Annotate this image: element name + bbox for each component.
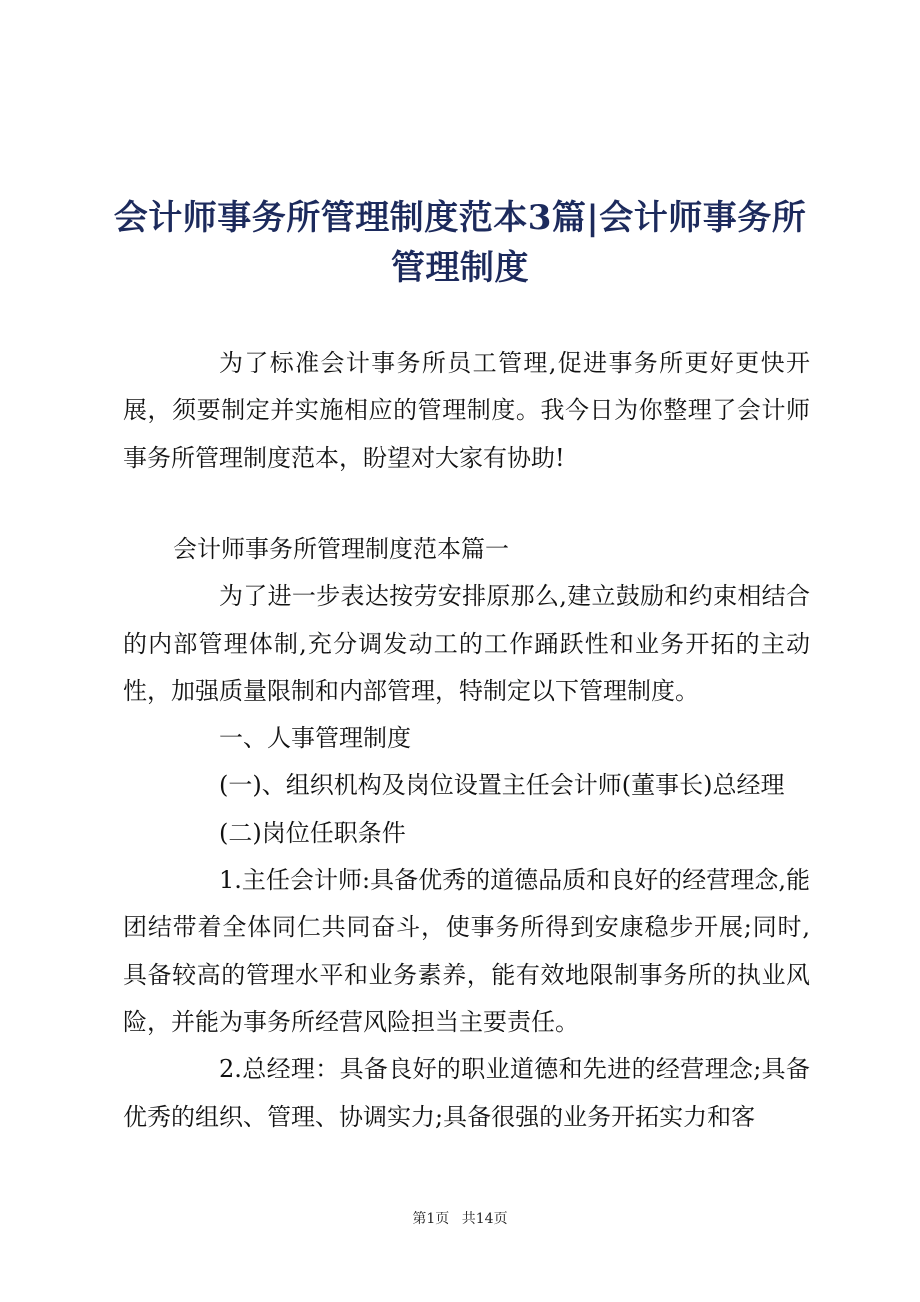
paragraph-general-manager: 2.总经理：具备良好的职业道德和先进的经营理念;具备优秀的组织、管理、协调实力;具备很强的业务开拓实力和客 bbox=[123, 1055, 810, 1131]
content-block bbox=[123, 526, 810, 1141]
item-qualifications: (二)岗位任职条件 bbox=[219, 818, 406, 847]
heading-personnel: 一、人事管理制度 bbox=[219, 724, 411, 753]
page-total: 共14页 bbox=[461, 1211, 508, 1227]
intro-paragraph: 为了标准会计事务所员工管理,促进事务所更好更快开展，须要制定并实施相应的管理制度。我今日为你整理了会计师事务所管理制度范本，盼望对大家有协助! bbox=[123, 349, 810, 472]
document-title: 会计师事务所管理制度范本3篇|会计师事务所管理制度 bbox=[113, 198, 807, 288]
paragraph-chief-accountant: 1.主任会计师:具备优秀的道德品质和良好的经营理念,能团结带着全体同仁共同奋斗，使事务所得到安康稳步开展;同时,具备较高的管理水平和业务素养，能有效地限制事务所的执业风险，并能为事务所经营风险担当主要责任。 bbox=[123, 866, 810, 1036]
paragraph-purpose: 为了进一步表达按劳安排原那么,建立鼓励和约束相结合的内部管理体制,充分调发动工的工作踊跃性和业务开拓的主动性，加强质量限制和内部管理，特制定以下管理制度。 bbox=[123, 582, 810, 705]
page-footer bbox=[0, 1208, 920, 1228]
intro-block bbox=[123, 340, 810, 482]
section-heading: 会计师事务所管理制度范本篇一 bbox=[173, 535, 509, 563]
page-number: 第1页 bbox=[412, 1211, 450, 1227]
item-organization: (一)、组织机构及岗位设置主任会计师(董事长)总经理 bbox=[219, 771, 785, 800]
